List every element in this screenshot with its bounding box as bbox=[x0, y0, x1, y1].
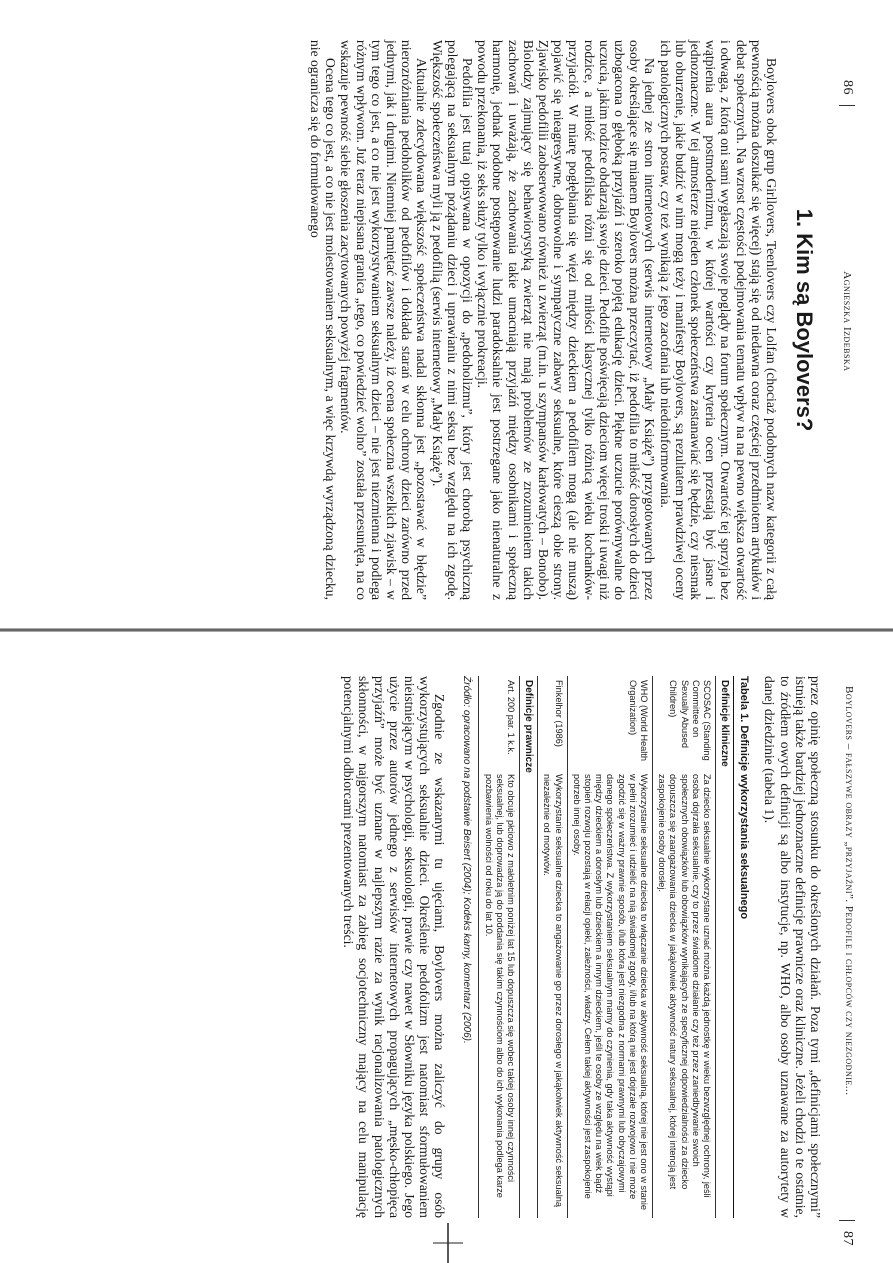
definition-text: Kto obcuje płciowo z małoletnim poniżej lat 15 lub dopuszcza się wobec takiej osoby innej czynności seksualnej, lub doprowadza ją do poddania się takim czynnościom albo do ich wykonania podlega karze pozbawienia wolności od roku do lat 10. bbox=[479, 770, 520, 1218]
definition-source: SCOSAC (Standing Committee on Sexually Abused Children) bbox=[652, 676, 715, 770]
definitions-table bbox=[478, 676, 734, 1218]
table-source-note: Źródło: opracowano na podstawie Beisert (2004); Kodeks karny, komentarz (2006). bbox=[461, 676, 473, 1044]
paragraph: przez opinię społeczną stosunku do określonych działań. Poza tymi „definicjami społecznymi” istnieją także bardziej jednoznaczne definicje prawnicze oraz kliniczne. Jeżeli chodzi o te ostatnie, to źródłem owych definicji są albo instytucje, np. WHO, albo osoby uznawane za autorytety w danej dziedzinie (tabela 1). bbox=[762, 676, 823, 1218]
table-row bbox=[538, 676, 567, 1218]
running-head-right bbox=[839, 686, 855, 1246]
definition-text: Wykorzystanie seksualne dziecka to włączanie dziecka w aktywność seksualną, której nie jest ono w stanie w pełni zrozumieć i udzielić na nią świadomej zgody, i/lub na którą nie jest dojrzałe rozwojowo i nie może zgodzić się w ważny prawnie sposób, i/lub która jest niezgodna z normami prawnymi lub obyczajowymi danego społeczeństwa. Z wykorzystaniem seksualnym mamy do czynienia, gdy taka aktywność wystąpi między dzieckiem a dorosłym lub dzieckiem a innym dzieckiem, jeśli te osoby ze względu na wiek bądź stopień rozwoju pozostają w relacji opieki, zależności, władzy. Celem takiej aktywności jest zaspokojenie potrzeb innej osoby. bbox=[567, 770, 652, 1218]
table-row bbox=[567, 676, 652, 1218]
paragraph: Na jednej ze stron internetowych (serwis internetowy „Mały Książę”) przygotowanych przez osoby określające się mianem Boylovers można przeczytać, iż pedofilia to miłość dorosłych do dzieci uzbogacona o głęboką przyjaźń i szeroko pojętą edukację dzieci. Piękne uczucie porównywalne do uczucia, jakim rodzice obdarzają swoje dzieci. Pedofile poświęcają dzieciom więcej troski i uwagi niż rodzice, a miłość pedofilska różni się od miłości klasycznej tylko różnicą wieku kochanków-przyjaciół. W miarę pogłębiania się więzi między dzieckiem a pedofilem mogą (ale nie muszą) pojawić się nieagresywne, dobrowolne i sympatyczne zabawy seksualne, które cieszą obie strony. Zjawisko pedofilii zaobserwowano również u zwierząt (m.in. u szympansów karłowatych – Bonobo). Biolodzy zajmujący się behawiorystyką zwierząt nie mają problemów ze zrozumieniem takich zachowań i uważają, że zachowania takie umacniają przyjaźń między osobnikami i społeczną harmonię, jednak podobne postępowanie ludzi paradoksalnie jest postrzegane jako nienaturalne z powodu przekonania, iż seks służy tylko i wyłącznie prokreacji. bbox=[475, 40, 658, 600]
page-number-left: 86 bbox=[839, 80, 855, 106]
right-page bbox=[0, 632, 893, 1263]
definition-text: Wykorzystanie seksualne dziecka to angażowanie go przez dorosłego w jakąkolwiek aktywność seksualną niezależnie od motywów. bbox=[538, 770, 567, 1218]
running-head-right-text: Boylovers – fałszywe obrazy „przyjaźni”. Pedofile i chłopców czy niezgodnie... bbox=[843, 686, 855, 1096]
legal-header: Definicje prawnicze bbox=[519, 676, 537, 1218]
paragraph: Pedofilia jest tutaj opisywana w opozycji do „pedoholizmu”, który jest chorobą psychiczną polegającą na seksualnym pożądaniu dzieci i uprawianiu z nimi seksu bez względu na ich zgodę. Większość społeczeństwa myli ją z pedofilią (serwis internetowy „Mały Książę”). bbox=[429, 40, 475, 600]
definition-source: WHO (World Health Organization) bbox=[567, 676, 652, 770]
left-page bbox=[0, 0, 893, 630]
paragraph: Aktualnie zdecydowana większość społeczeństwa nadal skłonna jest „pozostawać w błędzie” nierozróżniania pedoholików od pedofilów i dokłada starań w celu ochrony dzieci zarówno przed jednymi, jak i drugimi. Niemniej pamiętać zawsze należy, iż ocena społeczna wszelkich zjawisk – w tym tego co jest, a co nie jest wykorzystywaniem seksualnym dzieci – nie jest niezmienna i podlega różnym wpływom. Już teraz niepisana granica „tego, co powiedzieć wolno” została przesunięta, na co wskazuje pewność siebie głoszenia zacytowanych powyżej fragmentów. bbox=[338, 40, 430, 600]
definition-source: Art. 200 par. 1 k.k. bbox=[479, 676, 520, 770]
table-row bbox=[652, 676, 715, 1218]
running-head-left bbox=[839, 80, 855, 580]
table-caption: Tabela 1. Definicje wykorzystania seksualnego bbox=[738, 676, 751, 920]
clinical-header: Definicje kliniczne bbox=[715, 676, 733, 1218]
running-head-left-text: Agnieszka Izdebska bbox=[841, 271, 853, 372]
paragraph: Ocena tego co jest, a co nie jest molestowaniem seksualnym, a więc krzywdą wyrządzoną dziecku, nie ogranicza się do formułowanego bbox=[307, 40, 339, 600]
table-row bbox=[479, 676, 520, 1218]
definition-source: Finkelhor (1986) bbox=[538, 676, 567, 770]
table-section-header bbox=[519, 676, 537, 1218]
paragraph: Zgodnie ze wskazanymi tu ujęciami, Boylovers można zaliczyć do grupy osób wykorzystujących seksualnie dzieci. Określenie pedofolizm jest natomiast sformułowaniem nieistniejącym w psychologii, seksuologii, prawie czy nawet w Słowniku języka polskiego. Jego użycie przez autorów jednego z serwisów internetowych propagujących „męsko-chłopięca przyjaźń” może być uznane w najlepszym razie za wynik racjonalizowania patologicznych skłonności, w najgorszym natomiast za zabieg socjotechniczny mający na celu manipulację potencjalnymi odbiorcami prezentowanych treści. bbox=[341, 676, 448, 1218]
table-section-header bbox=[715, 676, 733, 1218]
section-heading: 1. Kim są Boylovers? bbox=[792, 208, 817, 432]
crop-mark-icon bbox=[433, 1223, 463, 1263]
definition-text: Za dziecko seksualnie wykorzystane uznać można każdą jednostkę w wieku bezwzględnej ochrony, jeśli osoba dojrzała seksualnie, czy to przez świadome działanie czy też przez zaniedbywanie swoich społecznych obowiązków lub obowiązków wynikających ze specyficznej odpowiedzialności za dziecko dopuszcza się zaangażowania dziecka w jakąkolwiek aktywność natury seksualnej, której intencją jest zaspokojenie osoby dorosłej. bbox=[652, 770, 715, 1218]
page-number-right: 87 bbox=[839, 1220, 855, 1246]
paragraph: Boylovers obok grup Girllovers, Teenlovers czy Lolfan (chociaż podobnych nazw kategorii z całą pewnością można doszukać się więcej) stają się od niedawna coraz częściej przedmiotem artykułów i debat społecznych. Na wzrost częstości podejmowania tematu wpływ na na pewno większa otwartość i odwaga, z którą oni sami wygłaszają swoje poglądy na forum społecznym. Otwartość tej sprzyja bez wątpienia aura postmodernizmu, w której wartości czy kryteria ocen przestają być jasne i jednoznaczne. W tej atmosferze niejeden członek społeczeństwa zastanawiać się będzie, czy niesmak lub oburzenie, jakie budzić w nim mogą teży i manifesty Boylovers, są rezultatem prawdziwej oceny ich patologicznych postaw, czy też wynikają z jego zacofania lub niedoinformowania. bbox=[657, 40, 779, 600]
